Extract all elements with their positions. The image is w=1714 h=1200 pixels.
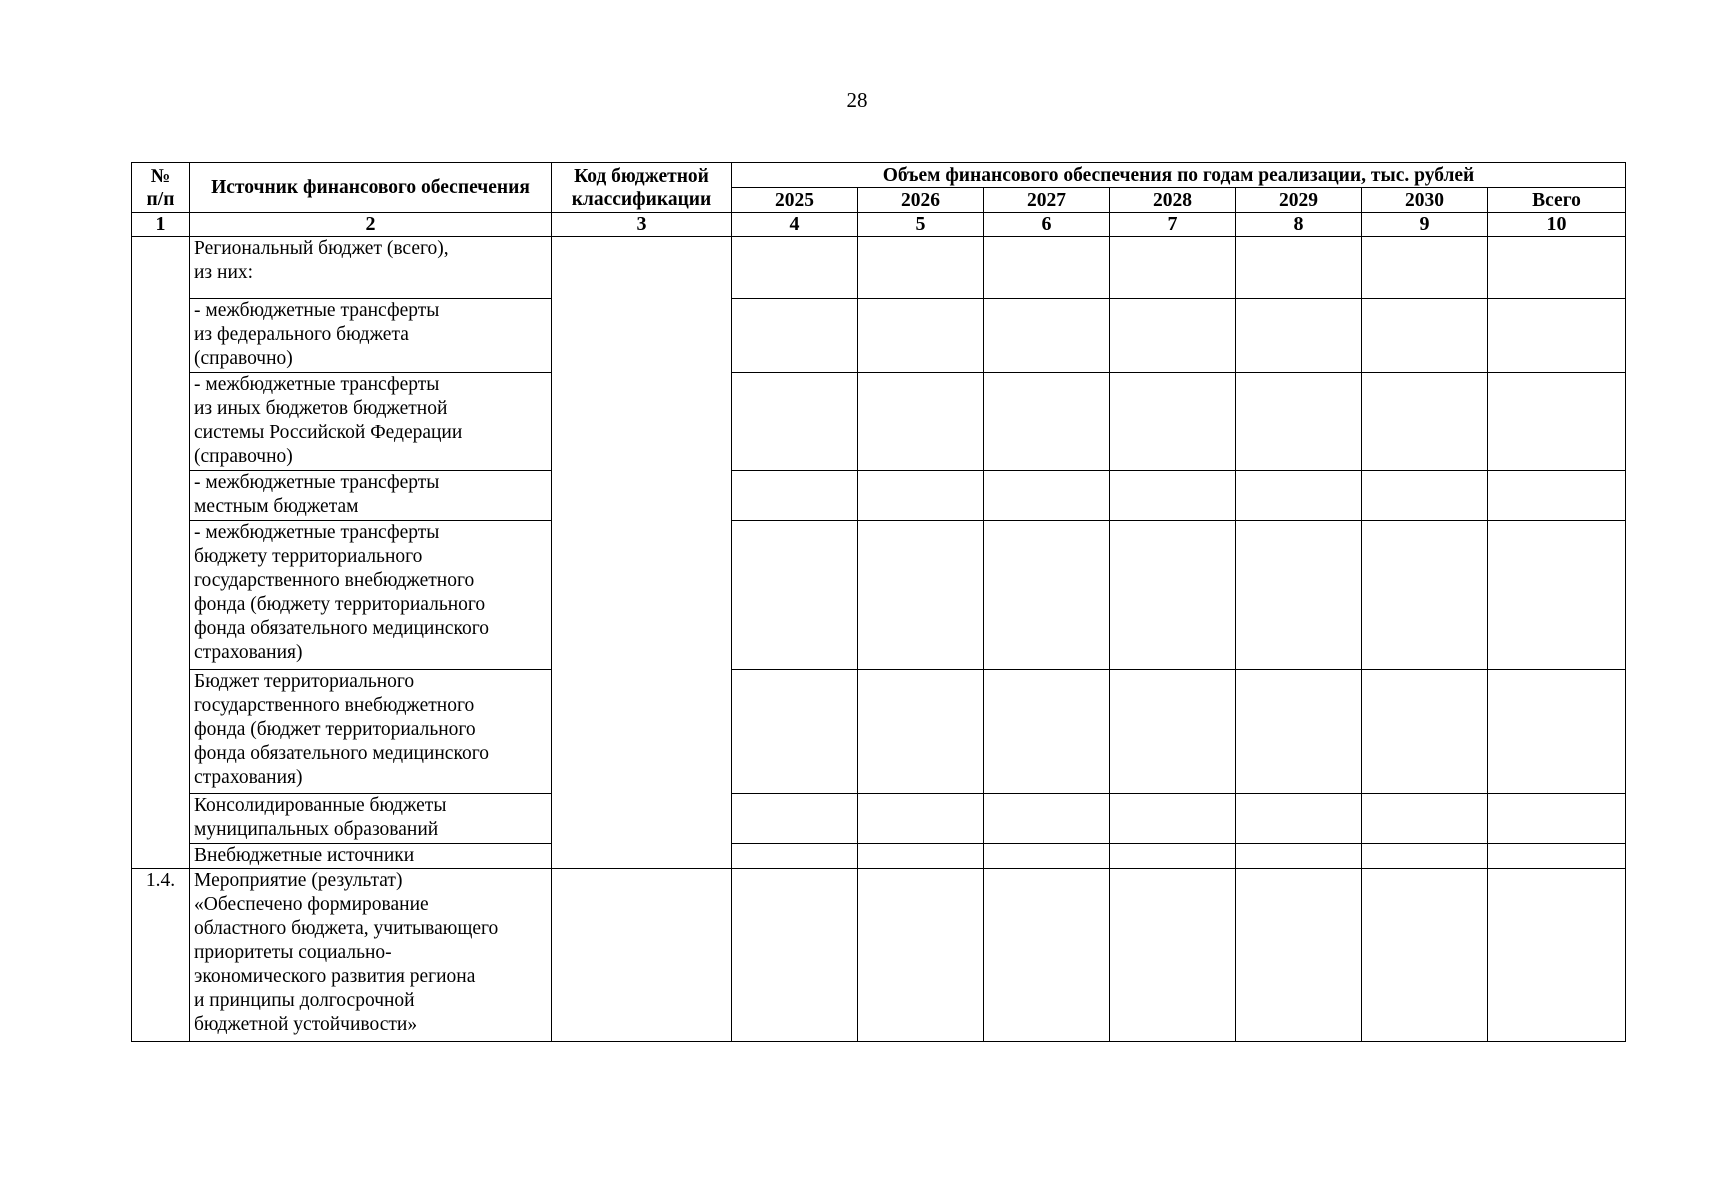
header-budget-code: Код бюджетной классификации [552, 163, 732, 213]
source-cell: Бюджет территориального государственного внебюджетного фонда (бюджет территориального фонда обязательного медицинского страхования) [190, 670, 552, 794]
value-cell [984, 670, 1110, 794]
column-number: 6 [984, 213, 1110, 237]
total-cell [1488, 869, 1626, 1042]
total-cell [1488, 373, 1626, 471]
column-number: 8 [1236, 213, 1362, 237]
value-cell [1110, 299, 1236, 373]
value-cell [1236, 237, 1362, 299]
value-cell [984, 844, 1110, 869]
value-cell [1362, 471, 1488, 521]
value-cell [858, 670, 984, 794]
header-num: № п/п [132, 163, 190, 213]
value-cell [1362, 794, 1488, 844]
table-row [132, 869, 1626, 1042]
total-cell [1488, 670, 1626, 794]
value-cell [1236, 471, 1362, 521]
header-total: Всего [1488, 188, 1626, 213]
value-cell [732, 869, 858, 1042]
budget-code-cell [552, 869, 732, 1042]
table-row [132, 299, 1626, 373]
value-cell [984, 299, 1110, 373]
column-number: 9 [1362, 213, 1488, 237]
column-number: 1 [132, 213, 190, 237]
source-cell: Мероприятие (результат) «Обеспечено формирование областного бюджета, учитывающего приоритеты социально- экономического развития региона и принципы долгосрочной бюджетной устойчивости» [190, 869, 552, 1042]
source-cell: - межбюджетные трансферты местным бюджетам [190, 471, 552, 521]
value-cell [984, 237, 1110, 299]
value-cell [732, 844, 858, 869]
value-cell [1110, 521, 1236, 670]
value-cell [1236, 844, 1362, 869]
value-cell [858, 869, 984, 1042]
value-cell [858, 299, 984, 373]
value-cell [1362, 299, 1488, 373]
value-cell [858, 471, 984, 521]
value-cell [1236, 299, 1362, 373]
table-row [132, 471, 1626, 521]
table-row [132, 521, 1626, 670]
row-number: 1.4. [132, 869, 190, 1042]
value-cell [858, 794, 984, 844]
value-cell [1236, 521, 1362, 670]
table-row [132, 237, 1626, 299]
value-cell [732, 299, 858, 373]
total-cell [1488, 299, 1626, 373]
value-cell [1362, 521, 1488, 670]
source-cell: - межбюджетные трансферты из федерального бюджета (справочно) [190, 299, 552, 373]
financing-table [131, 162, 1626, 1042]
page-number: 28 [846, 88, 868, 112]
table-row [132, 373, 1626, 471]
value-cell [1236, 373, 1362, 471]
value-cell [984, 373, 1110, 471]
value-cell [732, 471, 858, 521]
total-cell [1488, 471, 1626, 521]
header-year: 2029 [1236, 188, 1362, 213]
value-cell [984, 794, 1110, 844]
column-number: 4 [732, 213, 858, 237]
budget-code-cell [552, 237, 732, 869]
header-year: 2027 [984, 188, 1110, 213]
value-cell [1110, 471, 1236, 521]
source-cell: Консолидированные бюджеты муниципальных образований [190, 794, 552, 844]
total-cell [1488, 237, 1626, 299]
table-row [132, 844, 1626, 869]
value-cell [1236, 670, 1362, 794]
value-cell [984, 869, 1110, 1042]
value-cell [1110, 794, 1236, 844]
column-number: 5 [858, 213, 984, 237]
value-cell [1110, 237, 1236, 299]
column-number: 3 [552, 213, 732, 237]
value-cell [732, 237, 858, 299]
total-cell [1488, 521, 1626, 670]
value-cell [1236, 794, 1362, 844]
header-year: 2030 [1362, 188, 1488, 213]
value-cell [858, 237, 984, 299]
header-year: 2025 [732, 188, 858, 213]
table-row [132, 670, 1626, 794]
source-cell: Региональный бюджет (всего), из них: [190, 237, 552, 299]
value-cell [984, 521, 1110, 670]
value-cell [858, 844, 984, 869]
source-cell: Внебюджетные источники [190, 844, 552, 869]
value-cell [732, 670, 858, 794]
value-cell [1362, 373, 1488, 471]
value-cell [1110, 670, 1236, 794]
total-cell [1488, 794, 1626, 844]
total-cell [1488, 844, 1626, 869]
value-cell [858, 373, 984, 471]
row-number [132, 237, 190, 869]
value-cell [1362, 237, 1488, 299]
source-cell: - межбюджетные трансферты бюджету территориального государственного внебюджетного фонда (бюджету территориального фонда обязательного медицинского страхования) [190, 521, 552, 670]
value-cell [1110, 373, 1236, 471]
value-cell [1362, 844, 1488, 869]
header-source: Источник финансового обеспечения [190, 163, 552, 213]
value-cell [1362, 670, 1488, 794]
source-cell: - межбюджетные трансферты из иных бюджетов бюджетной системы Российской Федерации (справочно) [190, 373, 552, 471]
value-cell [858, 521, 984, 670]
header-year: 2028 [1110, 188, 1236, 213]
value-cell [732, 373, 858, 471]
value-cell [1362, 869, 1488, 1042]
column-number: 2 [190, 213, 552, 237]
value-cell [984, 471, 1110, 521]
value-cell [732, 521, 858, 670]
header-volume: Объем финансового обеспечения по годам реализации, тыс. рублей [732, 163, 1626, 188]
value-cell [732, 794, 858, 844]
header-year: 2026 [858, 188, 984, 213]
value-cell [1110, 869, 1236, 1042]
value-cell [1236, 869, 1362, 1042]
column-number: 10 [1488, 213, 1626, 237]
column-number: 7 [1110, 213, 1236, 237]
table-row [132, 794, 1626, 844]
value-cell [1110, 844, 1236, 869]
